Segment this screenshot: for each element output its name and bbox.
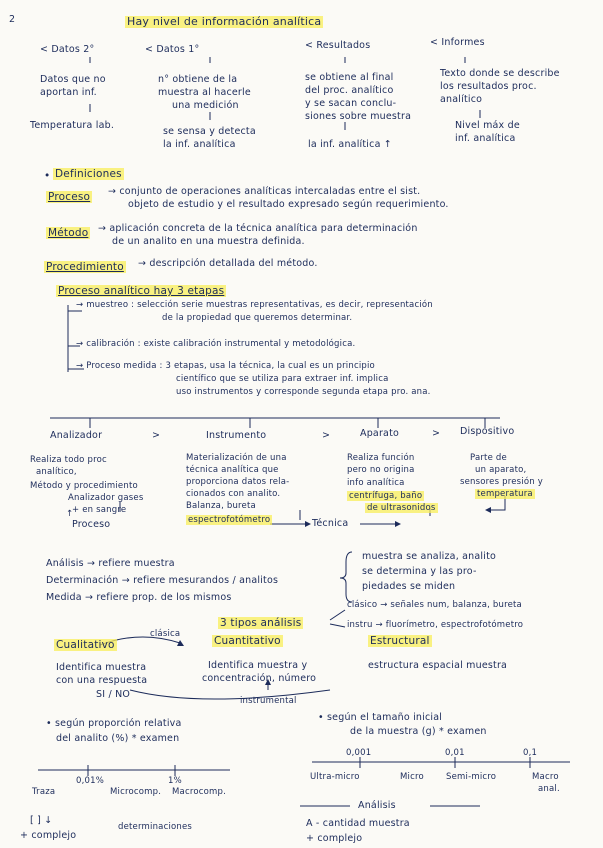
chain-col2-line: Balanza, bureta [186,501,256,511]
segun-proporcion-title: • según proporción relativa [46,718,182,729]
proceso-analitico-heading: Proceso analítico hay 3 etapas [58,285,225,297]
metodo-definition: de un analito en una muestra definida. [112,236,305,247]
cualitativo-desc: con una respuesta [56,675,148,686]
right-axis-label: Micro [400,772,424,782]
chain-col2-line: cionados con analito. [186,489,281,499]
chain-col2-line: espectrofotómetro [188,515,271,525]
metodo-definition: → aplicación concreta de la técnica analítica para determinación [98,223,418,234]
brace-note: se determina y las pro- [362,566,477,577]
chain-dispositivo: Dispositivo [460,426,515,437]
metodo-term: Método [48,227,89,239]
calibracion-text: → calibración : existe calibración instrumental y metodológica. [76,339,356,349]
analisis-term: Análisis → refiere muestra [46,558,175,569]
left-axis-tick: 0,01% [76,776,105,786]
left-axis-label: Traza [32,787,56,797]
chain-separator: > [152,430,161,441]
level-datos-2-desc: Datos que no [40,74,106,85]
chain-col4-line: un aparato, [475,465,527,475]
level-datos-1-desc: una medición [172,100,239,111]
left-axis-label: Macrocomp. [172,787,226,797]
medida-term: Medida → refiere prop. de los mismos [46,592,232,603]
tecnica-label: Técnica [312,518,349,529]
cuantitativo-desc: concentración, número [202,673,317,684]
level-informes-desc: los resultados proc. [440,81,537,92]
brace-note: muestra se analiza, analito [362,551,497,562]
chain-col3-line: de ultrasonidos [367,503,436,513]
level-resultados-desc: siones sobre muestra [305,111,412,122]
chain-separator: > [432,428,441,439]
cualitativo-desc: Identifica muestra [56,662,147,673]
level-informes-desc: Texto donde se describe [440,68,560,79]
definiciones-heading: Definiciones [55,168,122,180]
level-informes-extra: inf. analítica [455,133,516,144]
chain-col3-line: pero no origina [347,465,415,475]
chain-col2-line: Materialización de una [186,453,287,463]
definiciones-bullet: • [44,170,51,182]
proceso-medida-text: uso instrumentos y corresponde segunda etapa pro. ana. [176,387,431,397]
chain-separator: > [322,430,331,441]
cualitativo-desc: SI / NO [96,689,131,700]
level-resultados-extra: la inf. analítica ↑ [308,139,392,150]
chain-col1-line: Realiza todo proc [30,455,107,465]
chain-col3-line: info analítica [347,478,405,488]
chain-col2-line: técnica analítica que [186,465,279,475]
cuantitativo-label: Cuantitativo [214,635,281,647]
chain-analizador: Analizador [50,430,103,441]
level-datos-1-label: < Datos 1° [145,44,200,55]
chain-col1-line: analítico, [36,467,77,477]
proceso-definition: → conjunto de operaciones analíticas intercaladas entre el sist. [108,186,421,197]
analisis-note: + complejo [306,833,363,844]
chain-col4-line: temperatura [477,489,533,499]
chain-col1-line: Método y procedimiento [30,481,138,491]
analisis-note: A - cantidad muestra [306,818,410,829]
proceso-medida-text: científico que se utiliza para extraer inf. implica [176,374,389,384]
chain-col1-line: Analizador gases [68,493,144,503]
level-datos-1-desc: muestra al hacerle [158,87,251,98]
level-datos-1-extra: se sensa y detecta [163,126,256,137]
chain-col4-line: Parte de [470,453,507,463]
chain-instrumento: Instrumento [206,430,267,441]
left-axis-label: Microcomp. [110,787,162,797]
instru-note: instru → fluorímetro, espectrofotómetro [347,620,524,630]
page-number: 2 [9,14,16,25]
right-axis-tick: 0,001 [346,748,372,758]
level-datos-2-desc: aportan inf. [40,87,97,98]
procedimiento-definition: → descripción detallada del método. [138,258,318,269]
chain-col1-line: ↑ [66,509,74,519]
chain-aparato: Aparato [360,428,400,439]
level-resultados-desc: y se sacan conclu- [305,98,397,109]
level-informes-extra: Nivel máx de [455,120,520,131]
analisis-label: Análisis [358,800,396,811]
proceso-term: Proceso [48,191,91,203]
segun-tamano-title: de la muestra (g) * examen [350,726,487,737]
segun-proporcion-title: del analito (%) * examen [56,733,180,744]
level-datos-2-label: < Datos 2° [40,44,95,55]
level-datos-1-desc: n° obtiene de la [158,74,238,85]
chain-col3-line: centrífuga, baño [349,491,423,501]
brace-note: piedades se miden [362,581,456,592]
level-informes-desc: analítico [440,94,483,105]
chain-col2-line: proporciona datos rela- [186,477,290,487]
estructural-desc: estructura espacial muestra [368,660,508,671]
level-resultados-desc: se obtiene al final [305,72,394,83]
left-bottom-note: + complejo [20,830,77,841]
level-datos-1-extra: la inf. analítica [163,139,236,150]
right-axis-label: Ultra-micro [310,772,360,782]
cuantitativo-desc: Identifica muestra y [208,660,308,671]
left-bottom-note: [ ] ↓ [30,815,53,826]
chain-col4-line: sensores presión y [460,477,543,487]
level-resultados-label: < Resultados [305,40,371,51]
chain-col1-line: + en sangre [72,505,127,515]
left-bottom-note: determinaciones [118,822,193,832]
level-resultados-desc: del proc. analítico [305,85,394,96]
procedimiento-term: Procedimiento [46,261,124,273]
left-axis-tick: 1% [168,776,182,786]
right-axis-label: Macro [532,772,559,782]
clasica-note: clásica [150,629,181,639]
right-axis-label: anal. [538,784,560,794]
estructural-label: Estructural [370,635,430,647]
right-axis-tick: 0,1 [523,748,538,758]
right-axis-tick: 0,01 [445,748,465,758]
cualitativo-label: Cualitativo [56,639,115,651]
clasico-note: clásico → señales num, balanza, bureta [347,600,522,610]
muestreo-text: de la propiedad que queremos determinar. [162,313,353,323]
segun-tamano-title: • según el tamaño inicial [318,712,443,723]
instrumental-note: instrumental [240,696,297,706]
tipos-heading: 3 tipos análisis [220,617,302,629]
right-axis-label: Semi-micro [446,772,497,782]
level-datos-2-example: Temperatura lab. [30,120,115,131]
muestreo-text: → muestreo : selección serie muestras representativas, es decir, representación [76,300,433,310]
determinacion-term: Determinación → refiere mesurandos / analitos [46,575,279,586]
page-title: Hay nivel de información analítica [127,15,322,28]
proceso-definition: objeto de estudio y el resultado expresado según requerimiento. [128,199,449,210]
chain-col1-line: Proceso [72,519,111,530]
chain-col3-line: Realiza función [347,453,415,463]
level-informes-label: < Informes [430,37,485,48]
proceso-medida-text: → Proceso medida : 3 etapas, usa la técnica, la cual es un principio [76,361,375,371]
